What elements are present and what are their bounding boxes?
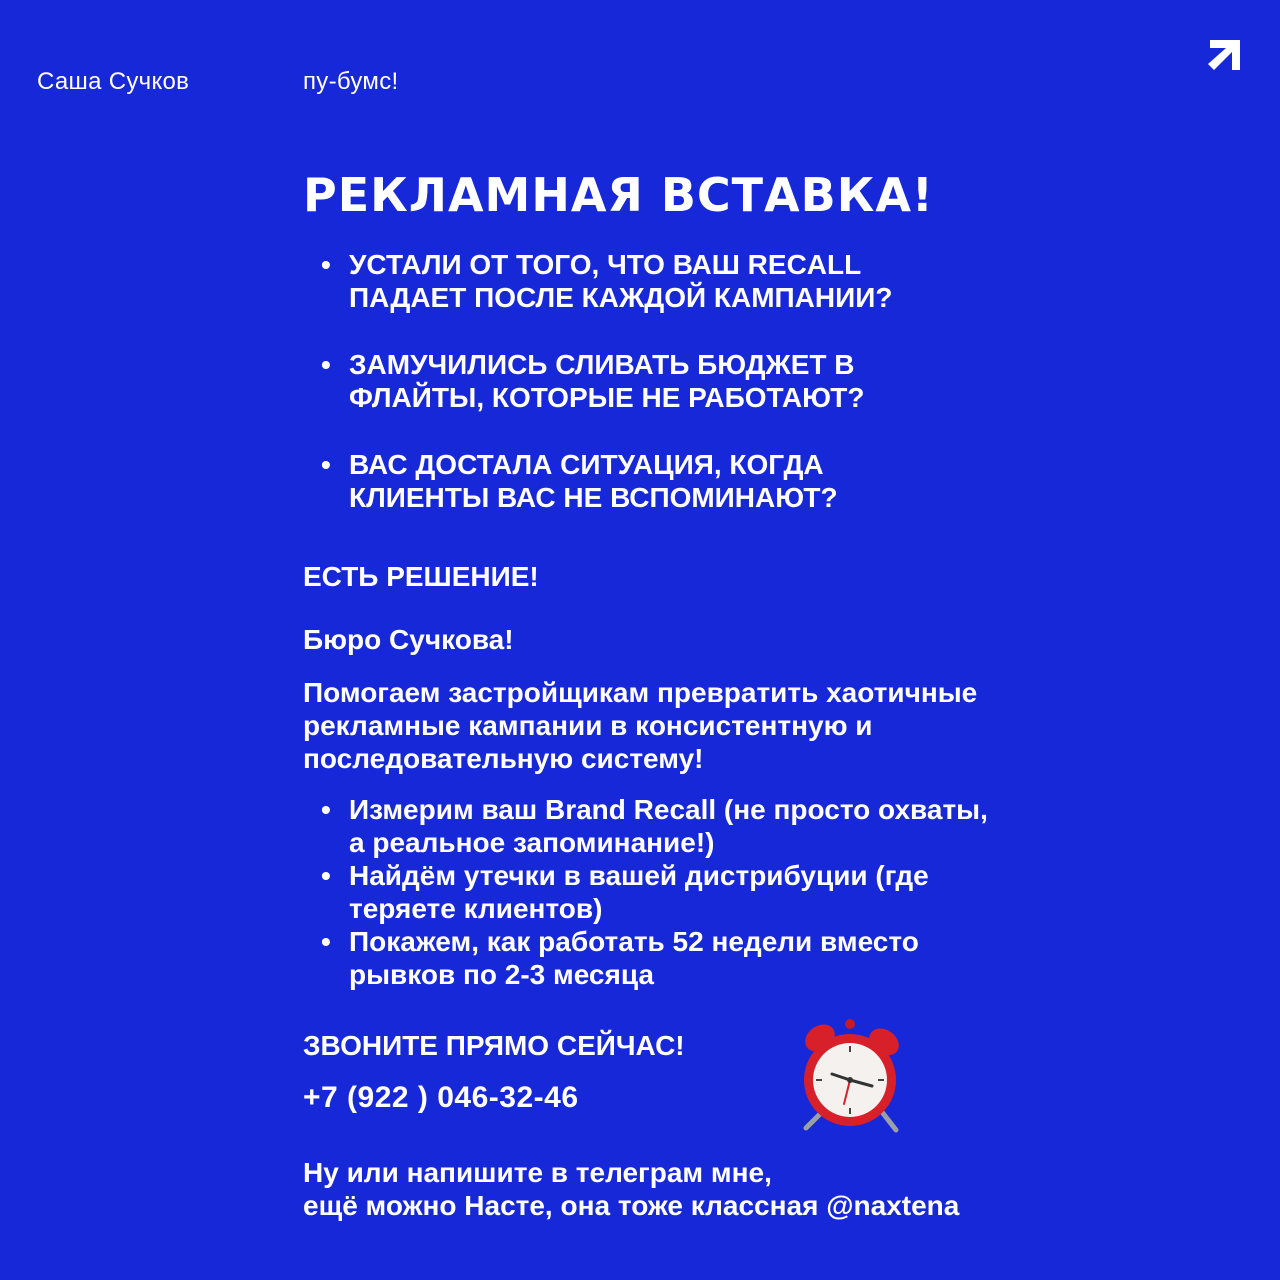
alarm-clock-icon <box>792 1016 912 1136</box>
pain-point-item <box>303 348 1203 414</box>
benefit-line: Найдём утечки в вашей дистрибуции (где <box>349 860 929 891</box>
benefit-line: Измерим ваш Brand Recall (не просто охваты, <box>349 794 988 825</box>
description-line: последовательную систему! <box>303 743 704 774</box>
benefit-item <box>303 793 1109 859</box>
benefit-line: рывков по 2-3 месяца <box>349 959 654 990</box>
pain-point-line: УСТАЛИ ОТ ТОГО, ЧТО ВАШ RECALL <box>349 249 862 280</box>
footer-line: Ну или напишите в телеграм мне, <box>303 1157 772 1188</box>
arrow-up-right-icon <box>1206 34 1246 74</box>
pain-point-line: ПАДАЕТ ПОСЛЕ КАЖДОЙ КАМПАНИИ? <box>349 282 893 313</box>
author-name: Саша Сучков <box>37 68 190 95</box>
benefits-list <box>303 793 1203 991</box>
bureau-name: Бюро Сучкова! <box>303 624 514 655</box>
footer-line: ещё можно Насте, она тоже классная @naxtena <box>303 1190 960 1221</box>
benefit-item <box>303 925 1109 991</box>
benefit-line: теряете клиентов) <box>349 893 603 924</box>
pain-points-list <box>303 248 1203 514</box>
phone-number[interactable]: +7 (922 ) 046-32-46 <box>303 1081 579 1114</box>
bullet: • <box>321 794 331 825</box>
description <box>303 676 1123 775</box>
pain-point-line: ЗАМУЧИЛИСЬ СЛИВАТЬ БЮДЖЕТ В <box>349 349 855 380</box>
page-title: РЕКЛАМНАЯ ВСТАВКА! <box>303 168 934 222</box>
solution-heading: ЕСТЬ РЕШЕНИЕ! <box>303 561 539 592</box>
call-to-action: ЗВОНИТЕ ПРЯМО СЕЙЧАС! <box>303 1030 685 1061</box>
description-line: рекламные кампании в консистентную и <box>303 710 873 741</box>
bullet: • <box>321 249 331 280</box>
pain-point-line: ФЛАЙТЫ, КОТОРЫЕ НЕ РАБОТАЮТ? <box>349 382 865 413</box>
pain-point-item <box>303 248 1203 314</box>
benefit-item <box>303 859 1109 925</box>
bullet: • <box>321 449 331 480</box>
footer-text <box>303 1156 1203 1222</box>
bullet: • <box>321 349 331 380</box>
description-line: Помогаем застройщикам превратить хаотичные <box>303 677 978 708</box>
pain-point-item <box>303 448 1203 514</box>
benefit-line: Покажем, как работать 52 недели вместо <box>349 926 919 957</box>
main-content <box>303 168 1203 1222</box>
pain-point-line: КЛИЕНТЫ ВАС НЕ ВСПОМИНАЮТ? <box>349 482 838 513</box>
pain-point-line: ВАС ДОСТАЛА СИТУАЦИЯ, КОГДА <box>349 449 824 480</box>
tagline: пу-бумс! <box>303 68 399 95</box>
benefit-line: а реальное запоминание!) <box>349 827 715 858</box>
bullet: • <box>321 860 331 891</box>
bullet: • <box>321 926 331 957</box>
